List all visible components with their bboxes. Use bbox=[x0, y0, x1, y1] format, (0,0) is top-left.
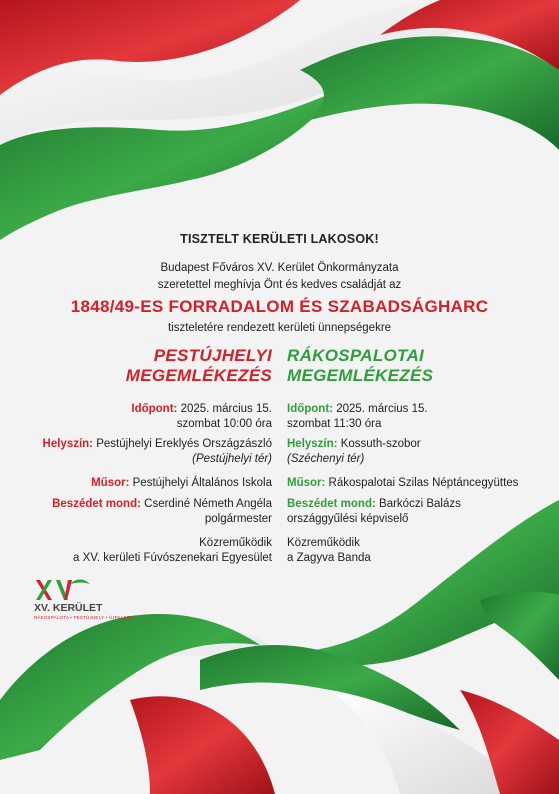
right-speech-value: Barkóczi Balázs bbox=[379, 498, 461, 510]
logo-name: XV. KERÜLET bbox=[34, 602, 103, 614]
left-place-note: (Pestújhelyi tér) bbox=[192, 453, 272, 465]
right-place-row bbox=[287, 437, 421, 452]
right-title-line-1: RÁKOSPALOTAI bbox=[287, 346, 425, 365]
right-program-value: Rákospalotai Szilas Néptáncegyüttes bbox=[328, 477, 519, 489]
left-program-label: Műsor: bbox=[91, 477, 130, 489]
right-place-label: Helyszín: bbox=[287, 438, 338, 450]
left-speech-role: polgármester bbox=[204, 513, 272, 525]
right-title-line-2: MEGEMLÉKEZÉS bbox=[287, 366, 434, 385]
invitation-line-2: szeretettel meghívja Önt és kedves családját az bbox=[157, 279, 402, 291]
right-time-row bbox=[287, 402, 428, 417]
left-place-label: Helyszín: bbox=[42, 438, 94, 450]
left-time-value: 2025. március 15. bbox=[180, 403, 272, 415]
right-program-row bbox=[287, 476, 518, 491]
left-speech-row bbox=[52, 497, 272, 512]
right-speech-label: Beszédet mond: bbox=[287, 498, 376, 510]
right-place-note: (Széchenyi tér) bbox=[287, 453, 365, 465]
left-speech-value: Cserdiné Németh Angéla bbox=[144, 498, 272, 510]
left-program-value: Pestújhelyi Általános Iskola bbox=[132, 477, 272, 489]
left-time-value-2: szombat 10:00 óra bbox=[176, 418, 272, 430]
left-time-label: Időpont: bbox=[131, 403, 178, 415]
district-logo-icon bbox=[34, 578, 96, 602]
left-place-row bbox=[43, 437, 272, 452]
invitation-line-1: Budapest Főváros XV. Kerület Önkormányzata bbox=[160, 262, 399, 274]
right-contrib-line-2: a Zagyva Banda bbox=[287, 552, 371, 564]
left-speech-label: Beszédet mond: bbox=[52, 498, 141, 510]
greeting: TISZTELT KERÜLETI LAKOSOK! bbox=[180, 232, 379, 246]
tribute-line: tiszteletére rendezett kerületi ünnepségekre bbox=[167, 322, 392, 334]
left-title-line-1: PESTÚJHELYI bbox=[153, 346, 272, 365]
headline: 1848/49-ES FORRADALOM ÉS SZABADSÁGHARC bbox=[70, 297, 489, 316]
left-program-row bbox=[91, 476, 272, 491]
right-time-value-2: szombat 11:30 óra bbox=[287, 418, 382, 430]
right-program-label: Műsor: bbox=[287, 477, 326, 489]
right-speech-role: országgyűlési képviselő bbox=[287, 513, 409, 525]
left-place-value: Pestújhelyi Ereklyés Országzászló bbox=[96, 438, 272, 450]
left-contrib-line-1: Közreműködik bbox=[199, 537, 272, 549]
left-title-line-2: MEGEMLÉKEZÉS bbox=[125, 366, 272, 385]
left-contrib-line-2: a XV. kerületi Fúvószenekari Egyesület bbox=[72, 552, 272, 564]
right-time-label: Időpont: bbox=[287, 403, 333, 415]
right-place-value: Kossuth-szobor bbox=[340, 438, 421, 450]
right-speech-row bbox=[287, 497, 461, 512]
right-time-value: 2025. március 15. bbox=[336, 403, 428, 415]
left-time-row bbox=[131, 402, 272, 417]
right-contrib-line-1: Közreműködik bbox=[287, 537, 360, 549]
logo-subtitle: RÁKOSPALOTA • PESTÚJHELY • ÚJPALOTA bbox=[34, 615, 133, 620]
